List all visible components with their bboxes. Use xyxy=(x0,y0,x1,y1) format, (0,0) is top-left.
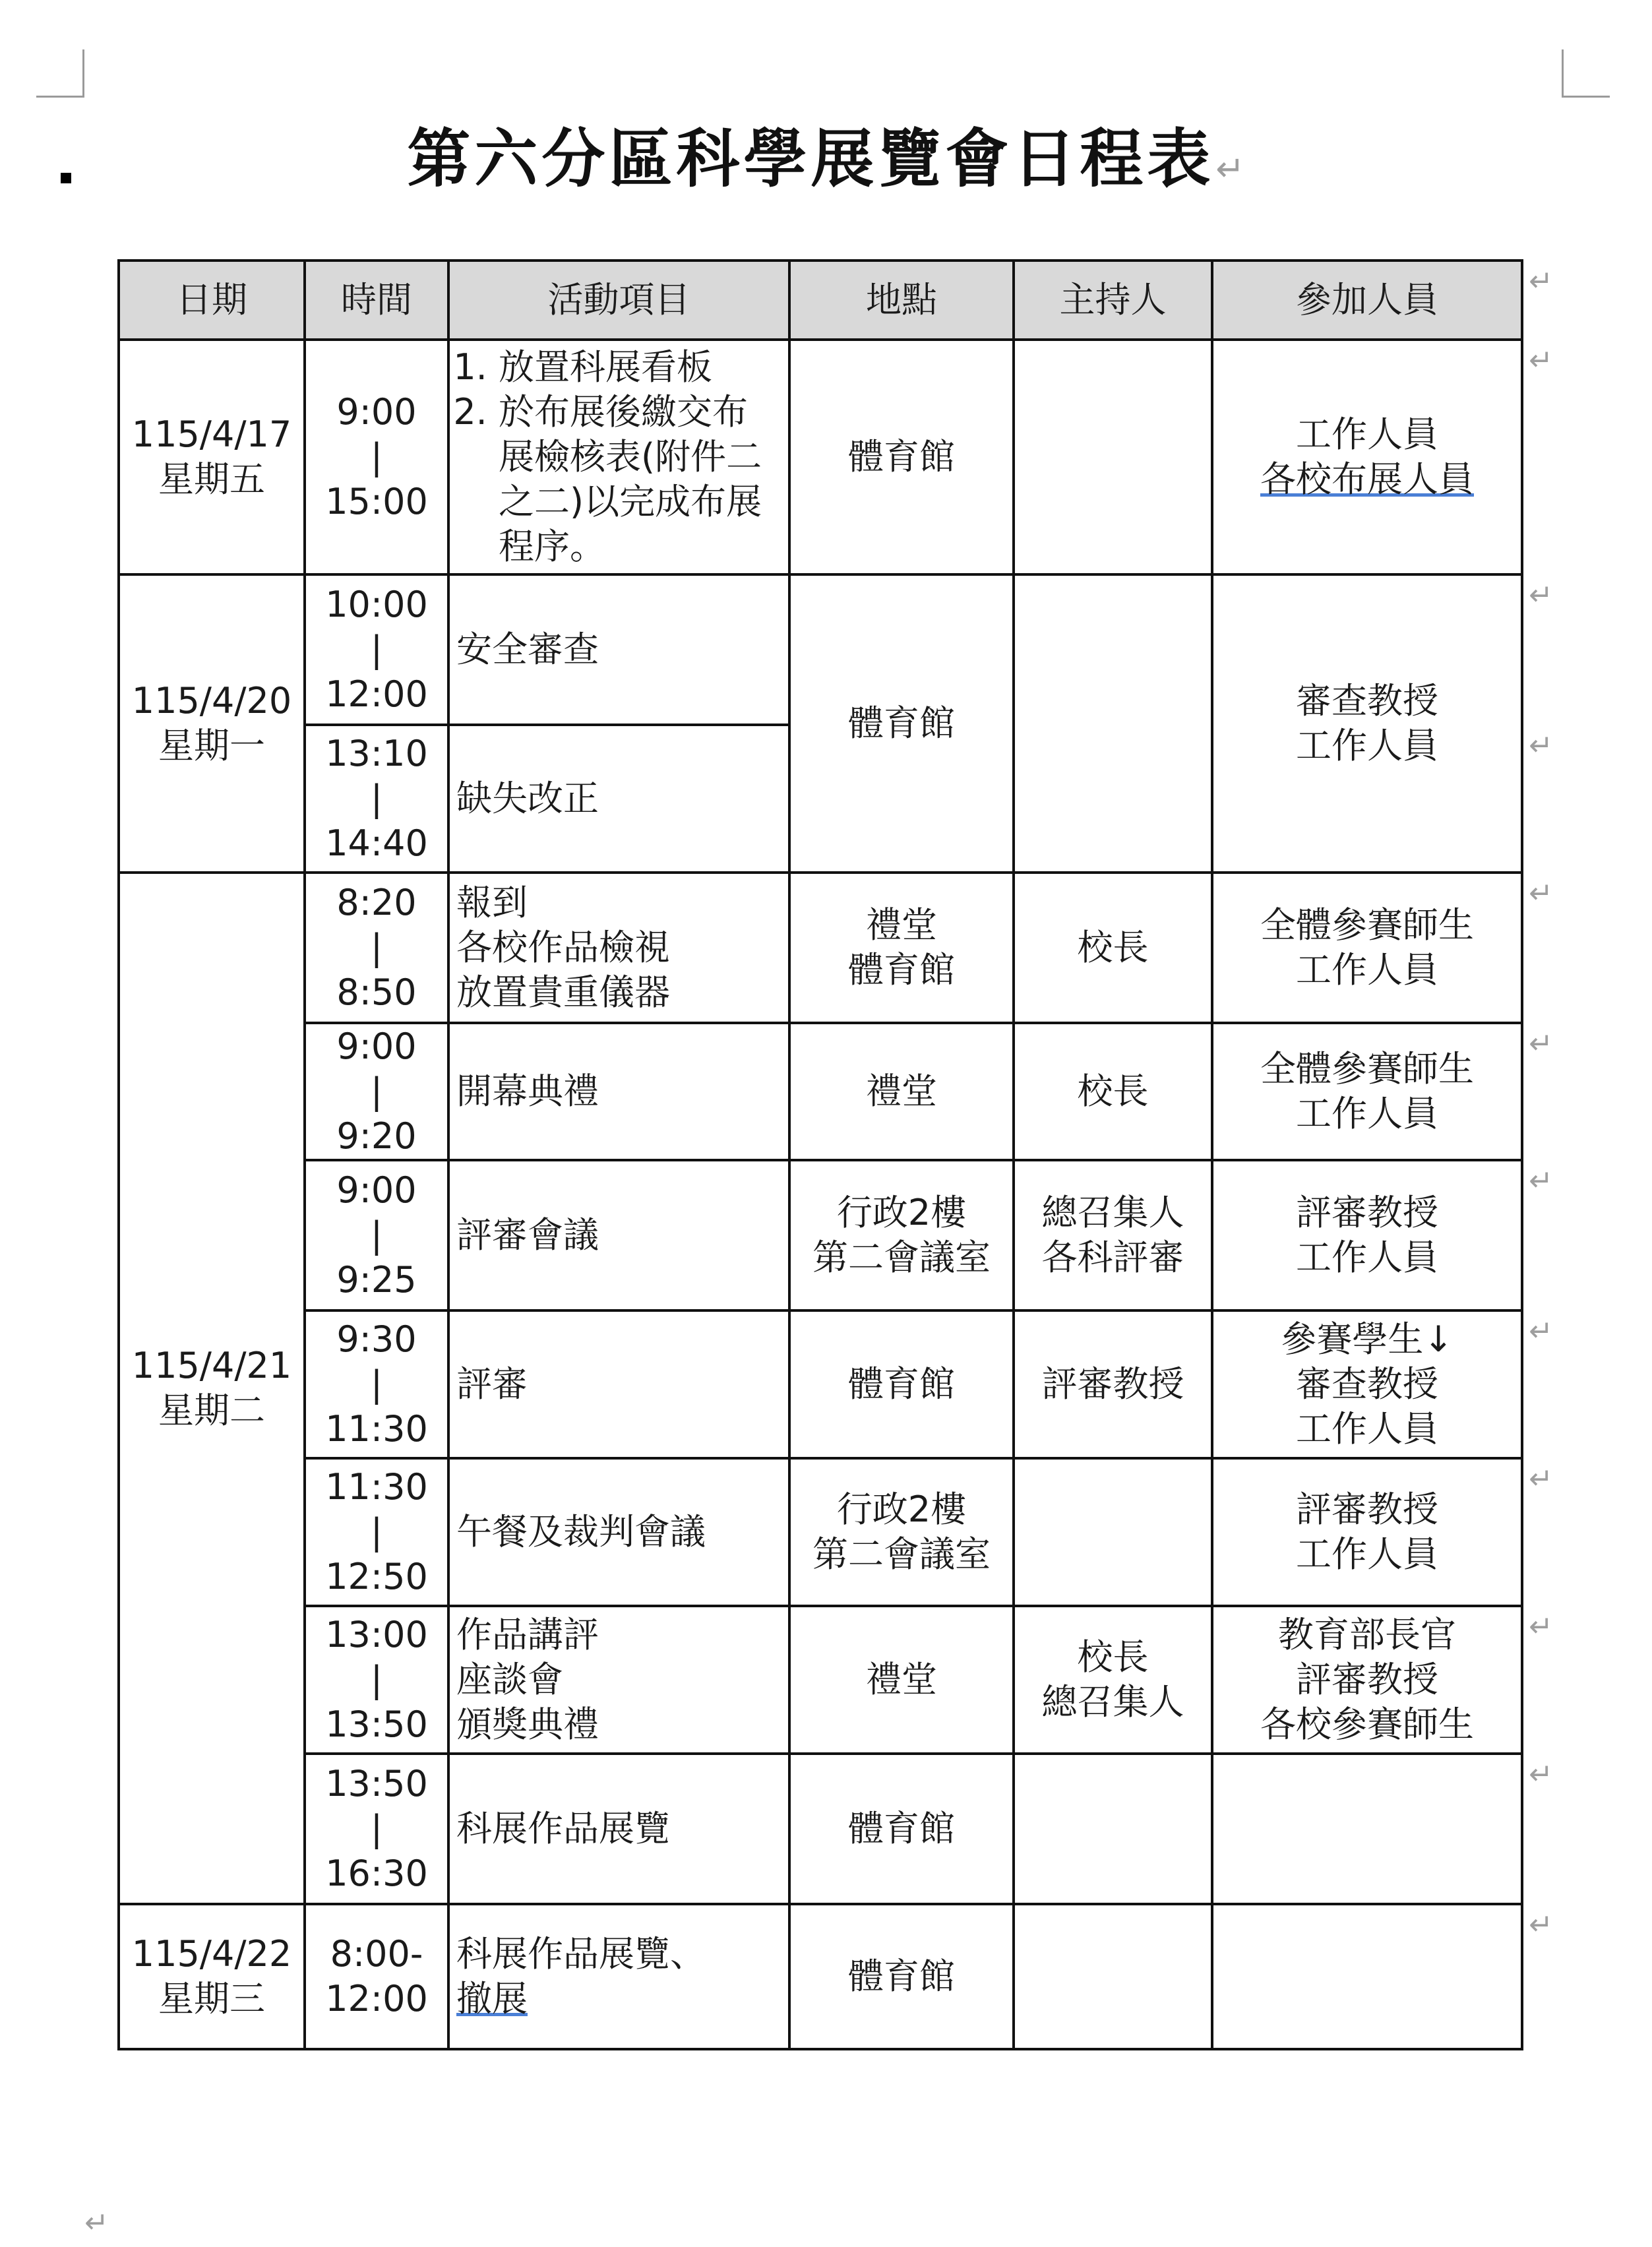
participants-cell xyxy=(1212,873,1522,1023)
time-line: | xyxy=(370,1511,383,1553)
column-header: 活動項目 xyxy=(448,261,789,340)
activity-cell xyxy=(448,1754,789,1904)
activity-steps xyxy=(456,345,781,569)
activity-line: 安全審查 xyxy=(456,629,599,670)
location-cell xyxy=(789,574,1014,873)
time-line: 15:00 xyxy=(325,481,428,522)
time-line: 12:00 xyxy=(325,673,428,715)
activity-cell xyxy=(448,1023,789,1160)
time-line: 13:10 xyxy=(325,733,428,774)
host-line: 校長 xyxy=(1077,927,1149,968)
time-cell xyxy=(305,1904,448,2049)
location-line: 體育館 xyxy=(848,1955,955,1997)
time-line: 9:00 xyxy=(336,391,417,433)
date-line: 115/4/21 xyxy=(131,1345,292,1386)
location-line: 禮堂 xyxy=(866,1659,937,1700)
activity-cell xyxy=(448,1606,789,1754)
host-cell xyxy=(1014,1458,1212,1606)
document-title xyxy=(0,109,1652,199)
participants-line: 各校參賽師生 xyxy=(1260,1704,1474,1745)
host-line: 總召集人 xyxy=(1041,1681,1184,1723)
schedule-row xyxy=(119,1606,1522,1754)
time-line: | xyxy=(370,1214,383,1256)
date-line: 星期二 xyxy=(158,1390,265,1431)
host-line: 校長 xyxy=(1077,1636,1149,1678)
date-line: 星期五 xyxy=(158,458,265,500)
participants-cell xyxy=(1212,574,1522,873)
participants-line: 工作人員 xyxy=(1296,1533,1438,1575)
location-cell xyxy=(789,1458,1014,1606)
location-cell xyxy=(789,1023,1014,1160)
time-line: 11:30 xyxy=(325,1466,428,1508)
time-cell xyxy=(305,725,448,873)
time-cell xyxy=(305,873,448,1023)
participants-line: 評審教授 xyxy=(1296,1192,1438,1233)
host-cell xyxy=(1014,1160,1212,1310)
time-line: 12:00 xyxy=(325,1978,428,2019)
paragraph-mark: ↵ xyxy=(1215,149,1245,189)
time-line: 9:20 xyxy=(336,1115,417,1157)
location-cell xyxy=(789,873,1014,1023)
header-row xyxy=(119,261,1522,340)
activity-line: 頒獎典禮 xyxy=(456,1704,599,1745)
host-line: 評審教授 xyxy=(1041,1363,1184,1405)
activity-line: 午餐及裁判會議 xyxy=(456,1511,706,1553)
location-line: 禮堂 xyxy=(866,904,937,946)
activity-cell xyxy=(448,1160,789,1310)
time-cell xyxy=(305,1458,448,1606)
activity-step: 2. 於布展後繳交布展檢核表(附件二之二)以完成布展程序。 xyxy=(499,390,781,569)
activity-cell xyxy=(448,574,789,725)
activity-line: 作品講評 xyxy=(456,1614,599,1655)
participants-cell xyxy=(1212,1606,1522,1754)
participants-line: 參賽學生↓ xyxy=(1281,1318,1453,1360)
activity-cell xyxy=(448,1904,789,2049)
schedule-row xyxy=(119,1160,1522,1310)
row-end-mark: ↵ xyxy=(1529,1314,1553,1348)
row-end-mark: ↵ xyxy=(1529,1758,1553,1791)
host-cell xyxy=(1014,1310,1212,1458)
time-line: 9:00 xyxy=(336,1026,417,1067)
date-cell xyxy=(119,1904,305,2049)
date-line: 星期一 xyxy=(158,725,265,766)
host-cell xyxy=(1014,1606,1212,1754)
row-end-mark: ↵ xyxy=(1529,578,1553,612)
activity-cell xyxy=(448,1310,789,1458)
activity-line: 開幕典禮 xyxy=(456,1070,599,1112)
time-line: | xyxy=(370,629,383,670)
time-line: | xyxy=(370,778,383,819)
column-header: 參加人員 xyxy=(1212,261,1522,340)
participants-line: 評審教授 xyxy=(1296,1489,1438,1530)
location-cell xyxy=(789,1904,1014,2049)
time-line: 14:40 xyxy=(325,822,428,864)
location-line: 體育館 xyxy=(848,702,955,744)
activity-cell xyxy=(448,873,789,1023)
activity-line: 缺失改正 xyxy=(456,778,599,819)
activity-line: 座談會 xyxy=(456,1659,563,1700)
participants-line: 工作人員 xyxy=(1296,949,1438,991)
row-end-mark: ↵ xyxy=(1529,877,1553,910)
time-line: 9:25 xyxy=(336,1259,417,1301)
time-line: 8:00- xyxy=(330,1933,423,1975)
participants-line: 教育部長官 xyxy=(1278,1614,1456,1655)
activity-cell xyxy=(448,725,789,873)
activity-line: 報到 xyxy=(456,882,528,923)
host-cell xyxy=(1014,873,1212,1023)
activity-line: 科展作品展覽 xyxy=(456,1808,670,1849)
host-line: 總召集人 xyxy=(1041,1192,1184,1233)
location-line: 第二會議室 xyxy=(812,1533,991,1575)
activity-line: 評審會議 xyxy=(456,1214,599,1256)
activity-line: 放置貴重儀器 xyxy=(456,971,670,1013)
crop-mark-top-right xyxy=(1562,49,1610,98)
row-end-mark: ↵ xyxy=(1529,1462,1553,1496)
date-cell xyxy=(119,873,305,1904)
participants-cell xyxy=(1212,1310,1522,1458)
participants-line: 工作人員 xyxy=(1296,414,1438,455)
host-line: 校長 xyxy=(1077,1070,1149,1112)
row-end-mark: ↵ xyxy=(1529,1027,1553,1061)
location-line: 行政2樓 xyxy=(836,1489,967,1530)
location-line: 體育館 xyxy=(848,436,955,477)
location-line: 體育館 xyxy=(848,949,955,991)
column-header: 主持人 xyxy=(1014,261,1212,340)
participants-cell xyxy=(1212,1754,1522,1904)
end-paragraph-mark: ↵ xyxy=(84,2206,109,2240)
time-line: | xyxy=(370,436,383,477)
participants-cell xyxy=(1212,1160,1522,1310)
schedule-row xyxy=(119,1023,1522,1160)
host-cell xyxy=(1014,1904,1212,2049)
time-line: 11:30 xyxy=(325,1408,428,1450)
schedule-table xyxy=(117,259,1523,2050)
participants-line: 工作人員 xyxy=(1296,1093,1438,1134)
activity-cell xyxy=(448,340,789,574)
schedule-row xyxy=(119,1310,1522,1458)
time-line: | xyxy=(370,927,383,968)
participants-line: 工作人員 xyxy=(1296,1237,1438,1278)
time-line: | xyxy=(370,1659,383,1700)
location-line: 第二會議室 xyxy=(812,1237,991,1278)
date-cell xyxy=(119,340,305,574)
activity-step: 1. 放置科展看板 xyxy=(499,345,781,390)
time-line: 10:00 xyxy=(325,584,428,625)
time-line: 9:30 xyxy=(336,1318,417,1360)
participants-line: 工作人員 xyxy=(1296,1408,1438,1450)
row-end-mark: ↵ xyxy=(1529,344,1553,377)
time-line: 13:00 xyxy=(325,1614,428,1655)
time-cell xyxy=(305,1023,448,1160)
time-line: 8:20 xyxy=(336,882,417,923)
time-line: 12:50 xyxy=(325,1556,428,1597)
date-line: 115/4/17 xyxy=(131,414,292,455)
participants-cell xyxy=(1212,1458,1522,1606)
time-line: 13:50 xyxy=(325,1763,428,1804)
time-line: 16:30 xyxy=(325,1853,428,1894)
schedule-row xyxy=(119,1754,1522,1904)
date-cell xyxy=(119,574,305,873)
participants-cell xyxy=(1212,1904,1522,2049)
participants-line: 全體參賽師生 xyxy=(1260,904,1474,946)
location-cell xyxy=(789,1310,1014,1458)
activity-line: 各校作品檢視 xyxy=(456,927,670,968)
location-cell xyxy=(789,340,1014,574)
row-end-mark: ↵ xyxy=(1529,264,1553,298)
participants-line: 全體參賽師生 xyxy=(1260,1048,1474,1090)
location-line: 體育館 xyxy=(848,1808,955,1849)
host-cell xyxy=(1014,1023,1212,1160)
time-line: | xyxy=(370,1808,383,1849)
location-line: 體育館 xyxy=(848,1363,955,1405)
date-line: 星期三 xyxy=(158,1978,265,2019)
time-cell xyxy=(305,1160,448,1310)
column-header: 時間 xyxy=(305,261,448,340)
location-line: 禮堂 xyxy=(866,1070,937,1112)
date-line: 115/4/22 xyxy=(131,1933,292,1975)
schedule-row xyxy=(119,340,1522,574)
activity-line: 撤展 xyxy=(456,1978,528,2019)
time-cell xyxy=(305,574,448,725)
participants-cell xyxy=(1212,340,1522,574)
time-line: 13:50 xyxy=(325,1704,428,1745)
activity-cell xyxy=(448,1458,789,1606)
host-line: 各科評審 xyxy=(1041,1237,1184,1278)
row-end-mark: ↵ xyxy=(1529,729,1553,762)
host-cell xyxy=(1014,574,1212,873)
location-line: 行政2樓 xyxy=(836,1192,967,1233)
schedule-row xyxy=(119,1458,1522,1606)
title-text: 第六分區科學展覽會日程表 xyxy=(407,121,1215,196)
participants-line: 評審教授 xyxy=(1296,1659,1438,1700)
host-cell xyxy=(1014,1754,1212,1904)
column-header: 日期 xyxy=(119,261,305,340)
schedule-row xyxy=(119,574,1522,725)
row-end-mark: ↵ xyxy=(1529,1610,1553,1644)
location-cell xyxy=(789,1754,1014,1904)
time-cell xyxy=(305,340,448,574)
time-cell xyxy=(305,1310,448,1458)
crop-mark-top-left xyxy=(36,49,84,98)
participants-cell xyxy=(1212,1023,1522,1160)
time-line: 9:00 xyxy=(336,1169,417,1211)
participants-line: 工作人員 xyxy=(1296,725,1438,766)
participants-line: 審查教授 xyxy=(1296,680,1438,722)
time-line: | xyxy=(370,1070,383,1112)
activity-line: 評審 xyxy=(456,1363,528,1405)
time-line: 8:50 xyxy=(336,971,417,1013)
row-end-mark: ↵ xyxy=(1529,1908,1553,1942)
column-header: 地點 xyxy=(789,261,1014,340)
time-line: | xyxy=(370,1363,383,1405)
activity-line: 科展作品展覽、 xyxy=(456,1933,706,1975)
schedule-row xyxy=(119,1904,1522,2049)
participants-line: 各校布展人員 xyxy=(1260,458,1474,500)
host-cell xyxy=(1014,340,1212,574)
date-line: 115/4/20 xyxy=(131,680,292,722)
time-cell xyxy=(305,1754,448,1904)
row-end-mark: ↵ xyxy=(1529,1164,1553,1198)
location-cell xyxy=(789,1160,1014,1310)
location-cell xyxy=(789,1606,1014,1754)
schedule-row xyxy=(119,873,1522,1023)
time-cell xyxy=(305,1606,448,1754)
participants-line: 審查教授 xyxy=(1296,1363,1438,1405)
